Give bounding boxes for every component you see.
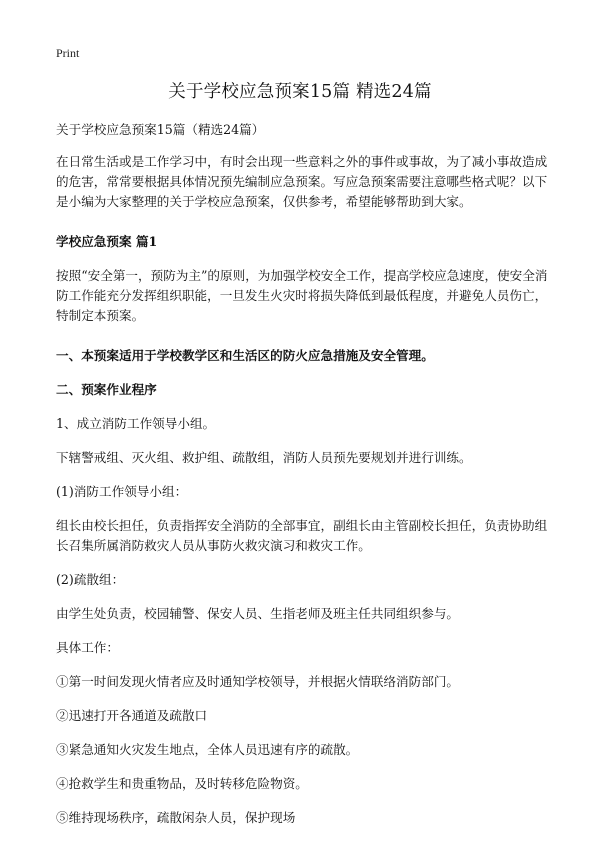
section-heading: 学校应急预案 篇1 — [56, 234, 158, 249]
list-item: ①第一时间发现火情者应及时通知学校领导，并根据火情联络消防部门。 — [56, 674, 459, 689]
paragraph: 组长由校长担任，负责指挥安全消防的全部事宜，副组长由主管副校长担任，负责协助组长召集所属消防救灾人员从事防火救灾演习和救灾工作。 — [56, 518, 548, 553]
paragraph: 按照“安全第一，预防为主”的原则，为加强学校安全工作，提高学校应急速度，使安全消防工作能充分发挥组织职能，一旦发生火灾时将损失降低到最低程度，并避免人员伤亡，特制定本预案。 — [56, 268, 548, 323]
paragraph: 下辖警戒组、灭火组、救护组、疏散组，消防人员预先要规划并进行训练。 — [56, 450, 472, 465]
list-item: ②迅速打开各通道及疏散口 — [56, 708, 208, 723]
paragraph-heading: 一、本预案适用于学校教学区和生活区的防火应急措施及安全管理。 — [56, 348, 434, 363]
paragraph: 1、成立消防工作领导小组。 — [56, 416, 216, 431]
list-item: ⑤维持现场秩序，疏散闲杂人员，保护现场 — [56, 810, 296, 825]
document-title: 关于学校应急预案15篇 精选24篇 — [168, 82, 432, 102]
paragraph: 由学生处负责，校园辅警、保安人员、生指老师及班主任共同组织参与。 — [56, 606, 459, 621]
list-item: ③紧急通知火灾发生地点，全体人员迅速有序的疏散。 — [56, 742, 359, 757]
paragraph: (2)疏散组： — [56, 572, 125, 587]
list-item: ④抢救学生和贵重物品，及时转移危险物资。 — [56, 776, 308, 791]
document-body — [56, 120, 552, 842]
document-subtitle: 关于学校应急预案15篇（精选24篇） — [56, 122, 265, 137]
paragraph: 具体工作： — [56, 640, 119, 655]
intro-paragraph: 在日常生活或是工作学习中，有时会出现一些意料之外的事件或事故，为了减小事故造成的危害，常常要根据具体情况预先编制应急预案。写应急预案需要注意哪些格式呢？以下是小编为大家整理的关于学校应急预案，仅供参考，希望能够帮助到大家。 — [56, 154, 548, 209]
paragraph: (1)消防工作领导小组： — [56, 484, 188, 499]
print-link[interactable]: Print — [56, 46, 80, 60]
paragraph-heading: 二、预案作业程序 — [56, 382, 157, 397]
